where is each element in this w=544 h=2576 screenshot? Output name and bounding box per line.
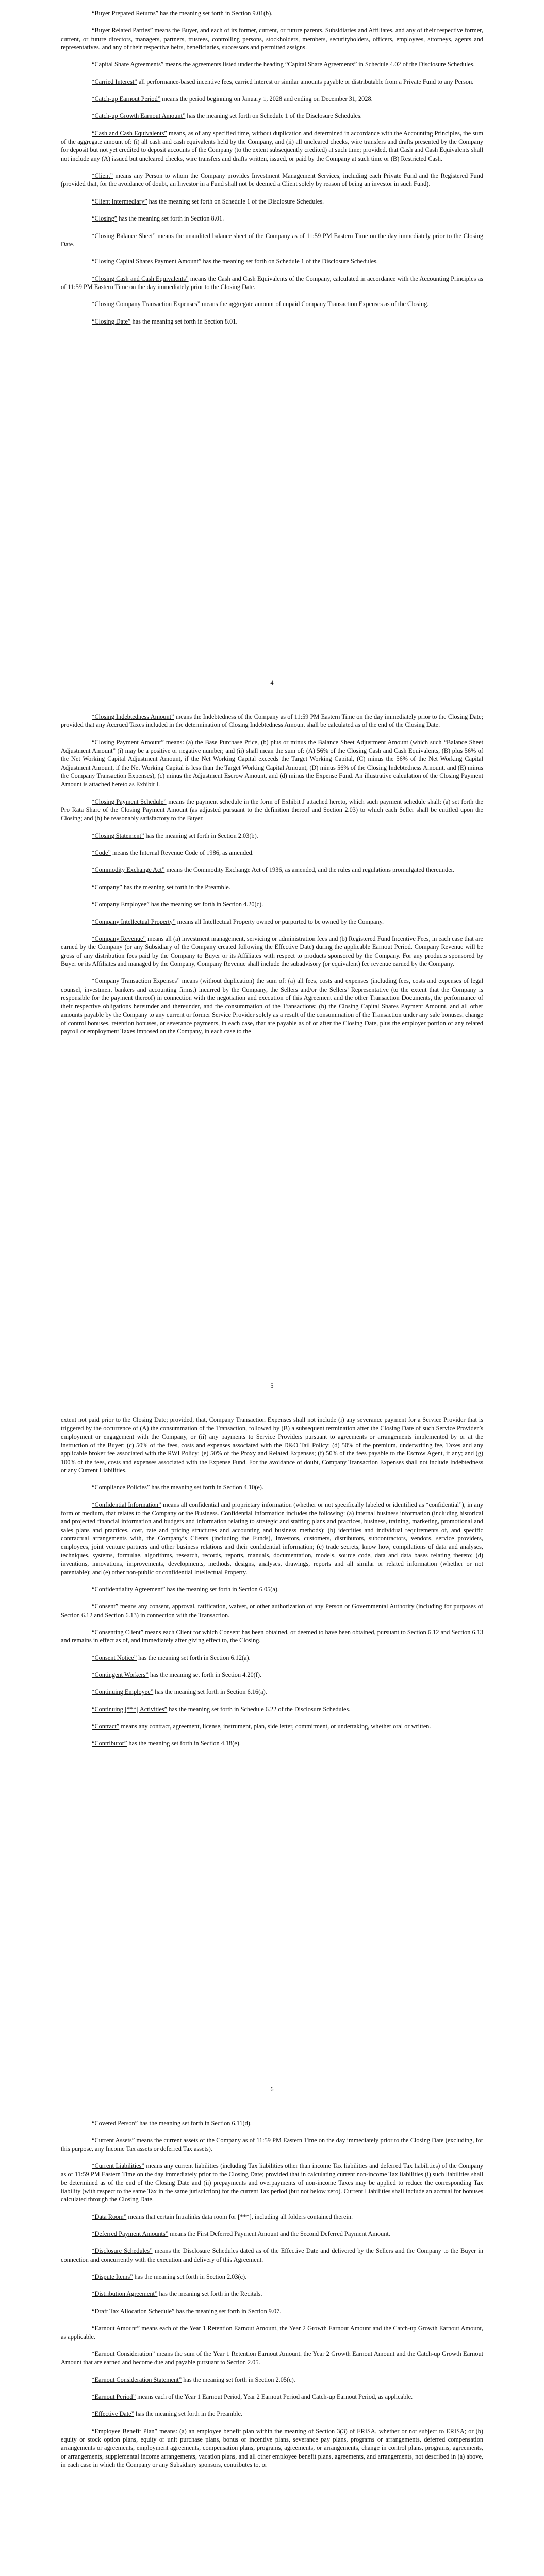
defined-term: “Compliance Policies” — [92, 1484, 150, 1492]
page-gap — [0, 2105, 544, 2110]
definition-paragraph — [61, 112, 483, 120]
page-number: 5 — [270, 1382, 274, 1389]
definition-text: means each of the Year 1 Retention Earnout Amount, the Year 2 Growth Earnout Amount and the Catch-up Growth Earnout Amount, as applicable. — [61, 2325, 484, 2341]
definition-paragraph — [61, 1739, 483, 1748]
paragraph-list — [61, 2119, 483, 2469]
definition-text: has the meaning set forth on Schedule 1 of the Disclosure Schedules. — [147, 197, 324, 205]
definition-paragraph — [61, 2162, 483, 2204]
definition-paragraph — [61, 2307, 483, 2315]
definition-text: means all confidential and proprietary information (whether or not specifically labeled or identified as “confidential”), in any form or medium, that relates to the Company or the Business. Confidential Information includes the following: (a) internal business information (including historical and projected financial information and budgets and information relating to strategic and staffing plans and practices, business, training, marketing, promotional and sales plans and practices, cost, rate and pricing structures and accounting and business methods); (b) identities and individual requirements of, and specific contractual arrangements with, the Company’s Clients (including the Funds), Investors, customers, distributors, subcontractors, vendors, service providers, employees, joint venture partners and other business relations and their confidential information; (c) trade secrets, know how, compilations of data and analyses, techniques, systems, formulae, algorithms, research, records, reports, manuals, documentation, models, source code, data and data bases relating thereto; (d) inventions, innovations, improvements, developments, methods, designs, analyses, drawings, reports and all similar or related information (whether or not patentable); and (e) other non-public or confidential Intellectual Property. — [61, 1501, 483, 1576]
definition-paragraph — [61, 935, 483, 968]
page-number: 6 — [270, 2086, 274, 2093]
definition-paragraph — [61, 798, 483, 823]
definition-text: means the payment schedule in the form of Exhibit J attached hereto, which such payment schedule shall: (a) set forth the Pro Rata Share of the Closing Payment Amount (as adjusted pursuant to the definition thereof and Section 2.03) to which each Seller shall be entitled upon the Closing; and (b) be reasonably satisfactory to the Buyer. — [61, 798, 483, 822]
definition-paragraph — [61, 60, 483, 69]
definition-paragraph — [61, 1628, 483, 1645]
definition-text: means the aggregate amount of unpaid Company Transaction Expenses as of the Closing. — [200, 300, 429, 308]
defined-term: “Company” — [92, 883, 122, 891]
definition-paragraph — [61, 197, 483, 206]
definition-paragraph — [61, 2393, 483, 2401]
defined-term: “Code” — [92, 849, 111, 857]
defined-term: “Disclosure Schedules” — [92, 2247, 153, 2255]
definition-text: has the meaning set forth in Section 6.11(d). — [138, 2120, 252, 2127]
defined-term: “Closing Company Transaction Expenses” — [92, 300, 201, 308]
definition-text: means the Internal Revenue Code of 1986, as amended. — [110, 849, 254, 857]
definition-paragraph — [61, 2136, 483, 2153]
definition-paragraph — [61, 129, 483, 163]
definition-text: has the meaning set forth in Section 6.05(a). — [165, 1585, 279, 1593]
defined-term: “Earnout Consideration Statement” — [92, 2376, 182, 2383]
definition-text: means each of the Year 1 Earnout Period, Year 2 Earnout Period and Catch-up Earnout Period, as applicable. — [136, 2393, 413, 2400]
definition-text: has the meaning set forth in Section 4.20(f). — [148, 1671, 262, 1679]
definition-text: means: (a) an employee benefit plan within the meaning of Section 3(3) of ERISA, whether or not subject to ERISA; or (b) equity or stock option plans, equity or unit purchase plans, bonus or incentive plans, severance pay plans, programs or arrangements, deferred compensation arrangements or agreements, employment agreements, compensation plans, programs, agreements, or arrangements, change in control plans, programs, agreements, or arrangements, supplemental income arrangements, vacation plans, and all other employee benefit plans, agreements, and arrangements, not described in (a) above, in each case in which the Company or any Subsidiary sponsors, contributes to, or — [61, 2427, 483, 2468]
paragraph-list — [61, 713, 483, 1036]
defined-term: “Closing Payment Amount” — [92, 738, 164, 746]
defined-term: “Buyer Prepared Returns” — [92, 10, 159, 17]
defined-term: “Client” — [92, 172, 113, 180]
definition-paragraph — [61, 2410, 483, 2418]
definition-text: has the meaning set forth in Section 4.20(c). — [149, 901, 263, 908]
definition-text: has the meaning set forth in Section 6.16(a). — [153, 1688, 267, 1696]
definition-text: means the unaudited balance sheet of the Company as of 11:59 PM Eastern Time on the day immediately prior to the Closing Date. — [61, 232, 483, 248]
defined-term: “Closing Statement” — [92, 832, 144, 839]
definition-text: has the meaning set forth on Schedule 1 of the Disclosure Schedules. — [185, 112, 362, 120]
defined-term: “Catch-up Earnout Period” — [92, 95, 161, 103]
defined-term: “Effective Date” — [92, 2410, 135, 2418]
definition-paragraph — [61, 172, 483, 189]
definition-paragraph — [61, 1705, 483, 1714]
defined-term: “Earnout Consideration” — [92, 2350, 155, 2358]
defined-term: “Closing Balance Sheet” — [92, 232, 156, 240]
definition-paragraph — [61, 317, 483, 326]
defined-term: “Distribution Agreement” — [92, 2290, 158, 2298]
definition-text: has the meaning set forth in Section 8.01. — [117, 215, 224, 223]
defined-term: “Continuing Employee” — [92, 1688, 154, 1696]
defined-term: “Dispute Items” — [92, 2273, 133, 2281]
defined-term: “Commodity Exchange Act” — [92, 866, 165, 874]
definition-text: has the meaning set forth on Schedule 1 of the Disclosure Schedules. — [201, 258, 378, 265]
definition-paragraph — [61, 1585, 483, 1594]
definition-text: means the agreements listed under the heading “Capital Share Agreements” in Schedule 4.02 of the Disclosure Schedules. — [163, 61, 475, 69]
defined-term: “Draft Tax Allocation Schedule” — [92, 2307, 175, 2315]
definition-text: extent not paid prior to the Closing Date; provided, that, Company Transaction Expenses shall not include (i) any severance payment for a Service Provider that is triggered by the occurrence of (A) the consummation of the Transaction, followed by (B) a subsequent termination after the Closing Date of such Service Provider’s employment or engagement with the Company, or (ii) any payments to Service Providers pursuant to agreements or arrangements implemented by or at the instruction of the Buyer; (c) 50% of the fees, costs and expenses associated with the D&O Tail Policy; (d) 50% of the premium, underwriting fee, Taxes and any applicable broker fee associated with the RWI Policy; (e) 50% of the Proxy and Related Expenses; (f) 50% of the fees payable to the Escrow Agent, if any; and (g) 100% of the fees, costs and expenses associated with the Expense Fund. For the avoidance of doubt, Company Transaction Expenses shall not include Indebtedness or any Current Liabilities. — [61, 1416, 483, 1475]
defined-term: “Consenting Client” — [92, 1628, 144, 1636]
definition-text: means any consent, approval, ratification, waiver, or other authorization of any Person or Governmental Authority (including for purposes of Section 6.12 and Section 6.13) in connection with the Transaction. — [61, 1603, 483, 1619]
definition-paragraph — [61, 1483, 483, 1492]
definition-text: means the current assets of the Company as of 11:59 PM Eastern Time on the day immediately prior to the Closing Date (excluding, for this purpose, any Income Tax assets or deferred Tax assets). — [61, 2137, 483, 2153]
defined-term: “Closing Date” — [92, 317, 131, 325]
defined-term: “Earnout Period” — [92, 2393, 136, 2400]
definition-text: has the meaning set forth in the Preamble. — [122, 883, 230, 891]
page-sheet — [0, 703, 544, 1401]
definition-text: means any Person to whom the Company provides Investment Management Services, including each Private Fund and the Registered Fund (provided that, for the avoidance of doubt, an Investor in a Fund shall not be deemed a Client solely by reason of being an investor in such Fund). — [61, 172, 483, 188]
defined-term: “Closing” — [92, 215, 118, 223]
definition-text: means the Commodity Exchange Act of 1936, as amended, and the rules and regulations promulgated thereunder. — [164, 866, 455, 874]
definition-text: means the Cash and Cash Equivalents of the Company, calculated in accordance with the Accounting Principles as of 11:59 PM Eastern Time on the day immediately prior to the Closing Date. — [61, 275, 483, 291]
definition-text: has the meaning set forth in the Recitals. — [157, 2290, 262, 2298]
defined-term: “Earnout Amount” — [92, 2325, 140, 2332]
defined-term: “Closing Capital Shares Payment Amount” — [92, 258, 202, 265]
definition-text: means the Indebtedness of the Company as of 11:59 PM Eastern Time on the day immediately prior to the Closing Date; provided that any Accrued Taxes included in the determination of Closing Indebtedness Amount shall be calculated as of the end of the Closing Date. — [61, 713, 483, 729]
page-number: 4 — [270, 679, 274, 686]
defined-term: “Contract” — [92, 1722, 120, 1730]
definition-text: means any current liabilities (including Tax liabilities other than income Tax liabilities and deferred Tax liabilities) of the Company as of 11:59 PM Eastern Time on the day immediately prior to the Closing Date; provided that in calculating current non-income Tax liabilities (i) such liabilities shall be determined as of the end of the Closing Date and (ii) prepayments and overpayments of non-income Taxes may be applied to reduce the corresponding Tax liability (with respect to the same Tax in the same jurisdiction) for the current Tax period (but not below zero). Current Liabilities shall include an accrual for bonuses calculated through the Closing Date. — [61, 2162, 484, 2204]
definition-paragraph — [61, 95, 483, 103]
definition-paragraph — [61, 1671, 483, 1679]
defined-term: “Company Intellectual Property” — [92, 918, 176, 925]
paragraph-list — [61, 9, 483, 326]
defined-term: “Covered Person” — [92, 2120, 138, 2127]
defined-term: “Consent” — [92, 1603, 119, 1611]
defined-term: “Consent Notice” — [92, 1654, 137, 1662]
definition-text: means the Buyer, and each of its former, current, or future parents, Subsidiaries and Affiliates, and any of their respective former, current, or future directors, managers, partners, trustees, controlling persons, stockholders, members, securityholders, officers, employees, attorneys, agents and representatives, and any of their respective heirs, beneficiaries, successors and permitted assigns. — [61, 27, 483, 52]
definition-paragraph — [61, 2213, 483, 2221]
defined-term: “Confidential Information” — [92, 1501, 161, 1509]
defined-term: “Company Revenue” — [92, 935, 146, 942]
defined-term: “Client Intermediary” — [92, 197, 147, 205]
definition-paragraph — [61, 713, 483, 730]
page-sheet — [0, 0, 544, 698]
definition-text: has the meaning set forth in Section 9.01(b). — [158, 10, 273, 17]
definition-paragraph — [61, 849, 483, 857]
defined-term: “Data Room” — [92, 2213, 127, 2221]
definition-paragraph — [61, 1416, 483, 1475]
definition-text: means, as of any specified time, without duplication and determined in accordance with the Accounting Principles, the sum of the aggregate amount of: (i) all cash and cash equivalents held by the Company, and (ii) all uncleared checks, wire transfers and drafts presented by the Company for deposit but not yet credited to deposit accounts of the Company (to the extent subsequently credited) at such time; provided, that Cash and Cash Equivalents shall not include any (A) issued but uncleared checks, wire transfers and drafts written, issued, or paid by the Company at such time or (B) Restricted Cash. — [61, 129, 484, 162]
definition-paragraph — [61, 275, 483, 292]
definition-text: means that certain Intralinks data room for [***], including all folders contained therein. — [126, 2213, 353, 2221]
definition-text: means any contract, agreement, license, instrument, plan, side letter, commitment, or undertaking, whether oral or written. — [119, 1722, 431, 1730]
definition-paragraph — [61, 1688, 483, 1696]
definition-text: has the meaning set forth in Section 6.12(a). — [137, 1654, 251, 1662]
definition-paragraph — [61, 2273, 483, 2281]
definition-paragraph — [61, 9, 483, 18]
definition-text: has the meaning set forth in Section 2.03(b). — [144, 832, 258, 839]
definition-text: means the sum of the Year 1 Retention Earnout Amount, the Year 2 Growth Earnout Amount and the Catch-up Growth Earnout Amount that are earned and become due and payable pursuant to Section 2.05. — [61, 2350, 484, 2366]
defined-term: “Cash and Cash Equivalents” — [92, 129, 167, 137]
definition-paragraph — [61, 2324, 483, 2341]
definition-paragraph — [61, 866, 483, 874]
definition-paragraph — [61, 977, 483, 1036]
definition-text: means: (a) the Base Purchase Price, (b) plus or minus the Balance Sheet Adjustment Amount (which such “Balance Sheet Adjustment Amount” (i) may be a positive or negative number; and (ii) shall mean the sum of: (A) 56% of the Closing Cash and Cash Equivalents, (B) plus 56% of the Net Working Capital Adjustment Amount, if the Net Working Capital exceeds the Target Working Capital, (C) minus the 56% of the Net Working Capital Adjustment Amount, if the Net Working Capital is less than the Target Working Capital Amount, (D) minus 56% of the Closing Indebtedness Amount, and (E) minus the Company Transaction Expenses), (c) minus the Adjustment Escrow Amount, and (d) minus the Expense Fund. An illustrative calculation of the Closing Payment Amount is attached hereto as Exhibit I. — [61, 738, 484, 788]
definition-paragraph — [61, 1654, 483, 1662]
defined-term: “Employee Benefit Plan” — [92, 2427, 158, 2435]
definition-text: has the meaning set forth in Section 9.07. — [174, 2307, 282, 2315]
definition-paragraph — [61, 918, 483, 926]
definition-text: has the meaning set forth in Schedule 6.22 of the Disclosure Schedules. — [167, 1705, 351, 1713]
definition-paragraph — [61, 300, 483, 308]
page-sheet — [0, 2110, 544, 2576]
defined-term: “Capital Share Agreements” — [92, 61, 164, 69]
definition-text: has the meaning set forth in Section 4.10(e). — [150, 1484, 263, 1492]
definition-paragraph — [61, 1722, 483, 1731]
defined-term: “Closing Cash and Cash Equivalents” — [92, 275, 189, 282]
defined-term: “Catch-up Growth Earnout Amount” — [92, 112, 186, 120]
definition-text: has the meaning set forth in Section 2.03(c). — [133, 2273, 247, 2281]
definition-text: means the First Deferred Payment Amount and the Second Deferred Payment Amount. — [168, 2230, 390, 2238]
defined-term: “Deferred Payment Amounts” — [92, 2230, 169, 2238]
defined-term: “Contingent Workers” — [92, 1671, 149, 1679]
defined-term: “Current Assets” — [92, 2137, 135, 2144]
definition-text: has the meaning set forth in Section 4.18(e). — [127, 1740, 241, 1748]
definition-text: means all (a) investment management, servicing or administration fees and (b) Registered Fund Incentive Fees, in each case that are earned by the Company (or any Subsidiary of the Company created following the Effective Date) during the applicable Earnout Period. Company Revenue will be gross of any distribution fees paid by the Company to Buyer or its Affiliates with respect to products sponsored by the Company. For any products sponsored by Buyer or its Affiliates and managed by the Company, Company Revenue shall include the subadvisory (or equivalent) fee revenue earned by the Company. — [61, 935, 483, 968]
definition-paragraph — [61, 738, 483, 789]
definition-paragraph — [61, 257, 483, 265]
definition-text: has the meaning set forth in Section 2.05(c). — [182, 2376, 295, 2383]
page-gap — [0, 1401, 544, 1406]
defined-term: “Carried Interest” — [92, 78, 137, 86]
defined-term: “Confidentiality Agreement” — [92, 1585, 166, 1593]
defined-term: “Continuing [***] Activities” — [92, 1705, 168, 1713]
definition-text: means all Intellectual Property owned or purported to be owned by the Company. — [175, 918, 384, 925]
page-gap — [0, 698, 544, 703]
definition-paragraph — [61, 1602, 483, 1619]
definition-paragraph — [61, 26, 483, 52]
defined-term: “Closing Indebtedness Amount” — [92, 713, 174, 720]
definition-paragraph — [61, 2290, 483, 2298]
defined-term: “Company Employee” — [92, 901, 150, 908]
paragraph-list — [61, 1416, 483, 1748]
definition-text: all performance-based incentive fees, carried interest or similar amounts payable or distributable from a Private Fund to any Person. — [137, 78, 474, 86]
definition-text: has the meaning set forth in Section 8.01. — [130, 317, 238, 325]
definition-paragraph — [61, 883, 483, 891]
definition-paragraph — [61, 2350, 483, 2367]
definition-paragraph — [61, 2376, 483, 2384]
defined-term: “Contributor” — [92, 1740, 127, 1748]
definition-paragraph — [61, 1501, 483, 1577]
definition-text: has the meaning set forth in the Preamble. — [134, 2410, 243, 2418]
definition-paragraph — [61, 832, 483, 840]
definition-paragraph — [61, 2119, 483, 2127]
definition-paragraph — [61, 214, 483, 223]
definition-paragraph — [61, 2427, 483, 2469]
definition-text: means the Disclosure Schedules dated as of the Effective Date and delivered by the Sellers and the Company to the Buyer in connection and concurrently with the execution and delivery of this Agreement. — [61, 2247, 483, 2263]
defined-term: “Closing Payment Schedule” — [92, 798, 167, 805]
definition-paragraph — [61, 2247, 483, 2264]
definition-text: means the period beginning on January 1, 2028 and ending on December 31, 2028. — [160, 95, 373, 103]
definition-paragraph — [61, 2230, 483, 2238]
definition-paragraph — [61, 78, 483, 86]
defined-term: “Current Liabilities” — [92, 2162, 144, 2170]
definition-paragraph — [61, 900, 483, 908]
defined-term: “Company Transaction Expenses” — [92, 977, 180, 985]
defined-term: “Buyer Related Parties” — [92, 27, 153, 35]
definition-paragraph — [61, 232, 483, 249]
page-sheet — [0, 1406, 544, 2105]
definition-text: means (without duplication) the sum of: (a) all fees, costs and expenses (including fees, costs and expenses of legal counsel, investment bankers and accounting firms,) incurred by the Company, the Sellers and/or the Sellers’ Representative (to the extent that the Company is responsible for the payment thereof) in connection with the negotiation and execution of this Agreement and the other Transaction Documents, the performance of their respective obligations hereunder and thereunder, and the consummation of the Transactions; (b) the Closing Capital Shares Payment Amount, and all other amounts payable by the Company to any current or former Service Provider solely as a result of the consummation of the Transaction under any sale bonuses, change of control bonuses, retention bonuses, or severance payments, in each case, that are payable as of or after the Closing Date, plus the employer portion of any related payroll or employment Taxes imposed on the Company, in each case to the — [61, 977, 483, 1036]
definition-text: means each Client for which Consent has been obtained, or deemed to have been obtained, pursuant to Section 6.12 and Section 6.13 and remains in effect as of, and immediately after giving effect to, the Closing. — [61, 1628, 483, 1645]
